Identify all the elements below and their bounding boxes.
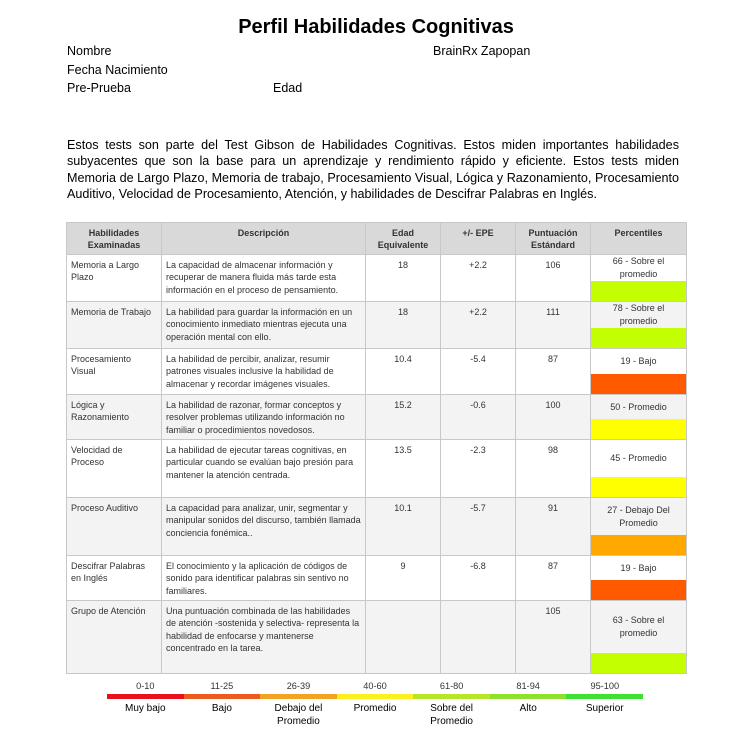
percentile-label: 78 - Sobre el promedio	[612, 303, 665, 326]
standard-score-cell: 111	[516, 302, 591, 349]
percentile-color-bar	[591, 419, 686, 439]
age-equivalent-cell: 15.2	[366, 395, 441, 440]
standard-score-cell: 91	[516, 498, 591, 556]
epe-cell: -2.3	[441, 440, 516, 498]
percentile-cell	[591, 349, 687, 395]
percentile-color-bar	[591, 374, 686, 394]
percentile-label: 50 - Promedio	[610, 401, 667, 412]
standard-score-cell: 98	[516, 440, 591, 498]
page-title: Perfil Habilidades Cognitivas	[238, 16, 514, 38]
table-row	[67, 349, 687, 395]
header-standard-score: Puntuación Estándard	[516, 223, 591, 255]
results-table	[66, 222, 687, 674]
percentile-cell	[591, 302, 687, 349]
age-equivalent-cell: 18	[366, 302, 441, 349]
description-cell: La habilidad de razonar, formar conceptos y resolver problemas utilizando información no familiar o procedimientos novedosos.	[162, 395, 366, 440]
standard-score-cell: 105	[516, 601, 591, 674]
table-row	[67, 440, 687, 498]
age-equivalent-cell: 10.4	[366, 349, 441, 395]
epe-cell: +2.2	[441, 255, 516, 302]
percentile-label: 66 - Sobre el promedio	[612, 256, 665, 279]
percentile-color-bar	[591, 281, 686, 301]
intro-paragraph: Estos tests son parte del Test Gibson de Habilidades Cognitivas. Estos miden importantes habilidades subyacentes que son la base para un aprendizaje y rendimiento rápido y eficiente. Estos tests miden Memoria de Largo Plazo, Memoria de trabajo, Procesamiento Visual, Lógica y Razonamiento, Procesamiento Auditivo, Velocidad de Procesamiento, Atención, y habilidades de Descifrar Palabras en Inglés.	[67, 138, 679, 201]
table-row	[67, 395, 687, 440]
epe-cell: -0.6	[441, 395, 516, 440]
header-epe: +/- EPE	[441, 223, 516, 255]
description-cell: Una puntuación combinada de las habilidades de atención -sostenida y selectiva- representa la habilidad de enfocarse y mantenerse concentrado en la tarea.	[162, 601, 366, 674]
description-cell: La capacidad para analizar, unir, segmentar y manipular sonidos del discurso, también llamada conciencia fonémica..	[162, 498, 366, 556]
percentile-color-bar	[591, 477, 686, 497]
skill-cell: Memoria de Trabajo	[67, 302, 162, 349]
epe-cell	[441, 601, 516, 674]
description-cell: La habilidad para guardar la información en un conocimiento inmediato mientras ejecuta una operación mental con ello.	[162, 302, 366, 349]
age-equivalent-cell	[366, 601, 441, 674]
legend-color-segment	[337, 694, 414, 699]
header-percentiles: Percentiles	[591, 223, 687, 255]
table-header-row	[67, 223, 687, 255]
epe-cell: +2.2	[441, 302, 516, 349]
percentile-color-bar	[591, 653, 686, 673]
legend-color-segment	[566, 694, 643, 699]
legend-range: 0-10	[136, 681, 155, 691]
description-cell: El conocimiento y la aplicación de códigos de sonido para identificar palabras sin sentivo no familiares.	[162, 556, 366, 601]
pre-prueba-label: Pre-Prueba	[67, 81, 131, 95]
legend-range: 40-60	[363, 681, 387, 691]
standard-score-cell: 106	[516, 255, 591, 302]
percentile-color-bar	[591, 535, 686, 555]
epe-cell: -6.8	[441, 556, 516, 601]
legend-label: Promedio	[353, 703, 397, 714]
skill-cell: Descifrar Palabras en Inglés	[67, 556, 162, 601]
skill-cell: Proceso Auditivo	[67, 498, 162, 556]
percentile-label: 19 - Bajo	[620, 356, 657, 366]
legend-label: Superior	[585, 703, 624, 714]
percentile-label: 27 - Debajo Del Promedio	[607, 504, 670, 528]
epe-cell: -5.4	[441, 349, 516, 395]
legend-label: Muy bajo	[125, 703, 166, 714]
percentile-label: 45 - Promedio	[610, 453, 667, 463]
percentile-cell	[591, 395, 687, 440]
legend-color-segment	[490, 694, 567, 699]
table-row	[67, 302, 687, 349]
table-row	[67, 556, 687, 601]
legend-label: Debajo del Promedio	[274, 703, 323, 727]
table-row	[67, 498, 687, 556]
legend-color-segment	[260, 694, 337, 699]
percentile-color-bar	[591, 580, 686, 600]
percentile-label: 63 - Sobre el promedio	[612, 615, 665, 638]
percentile-label: 19 - Bajo	[620, 562, 657, 573]
standard-score-cell: 100	[516, 395, 591, 440]
edad-label: Edad	[273, 81, 303, 95]
description-cell: La habilidad de percibir, analizar, resumir patrones visuales inclusive la habilidad de almacenar y recordar imágenes visuales.	[162, 349, 366, 395]
age-equivalent-cell: 10.1	[366, 498, 441, 556]
legend-label: Bajo	[211, 703, 232, 714]
legend-color-segment	[107, 694, 184, 699]
header-skill: Habilidades Examinadas	[67, 223, 162, 255]
percentile-color-bar	[591, 328, 686, 348]
skill-cell: Memoria a Largo Plazo	[67, 255, 162, 302]
location-label: BrainRx Zapopan	[433, 44, 531, 58]
skill-cell: Lógica y Razonamiento	[67, 395, 162, 440]
percentile-cell	[591, 440, 687, 498]
percentile-cell	[591, 556, 687, 601]
description-cell: La habilidad de ejecutar tareas cognitivas, en particular cuando se evalúan bajo presión para mantener la atención centrada.	[162, 440, 366, 498]
nombre-label: Nombre	[67, 44, 112, 58]
standard-score-cell: 87	[516, 556, 591, 601]
header-age-equivalent: Edad Equivalente	[366, 223, 441, 255]
fecha-nacimiento-label: Fecha Nacimiento	[67, 63, 168, 77]
epe-cell: -5.7	[441, 498, 516, 556]
legend-range: 26-39	[286, 681, 311, 691]
header-description: Descripción	[162, 223, 366, 255]
percentile-legend	[107, 681, 643, 728]
percentile-cell	[591, 498, 687, 556]
percentile-cell	[591, 601, 687, 674]
skill-cell: Grupo de Atención	[67, 601, 162, 674]
description-cell: La capacidad de almacenar información y recuperar de manera fluida más tarde esta información en el proceso de pensamiento.	[162, 255, 366, 302]
age-equivalent-cell: 18	[366, 255, 441, 302]
legend-label: Alto	[519, 703, 537, 714]
age-equivalent-cell: 13.5	[366, 440, 441, 498]
legend-color-segment	[184, 694, 261, 699]
age-equivalent-cell: 9	[366, 556, 441, 601]
legend-range: 95-100	[590, 681, 620, 691]
legend-range: 11-25	[210, 681, 234, 691]
legend-range: 61-80	[439, 681, 464, 691]
skill-cell: Velocidad de Proceso	[67, 440, 162, 498]
legend-label: Sobre del Promedio	[430, 703, 473, 727]
table-row	[67, 255, 687, 302]
percentile-cell	[591, 255, 687, 302]
table-row	[67, 601, 687, 674]
legend-color-segment	[413, 694, 490, 699]
legend-range: 81-94	[516, 681, 540, 691]
standard-score-cell: 87	[516, 349, 591, 395]
skill-cell: Procesamiento Visual	[67, 349, 162, 395]
